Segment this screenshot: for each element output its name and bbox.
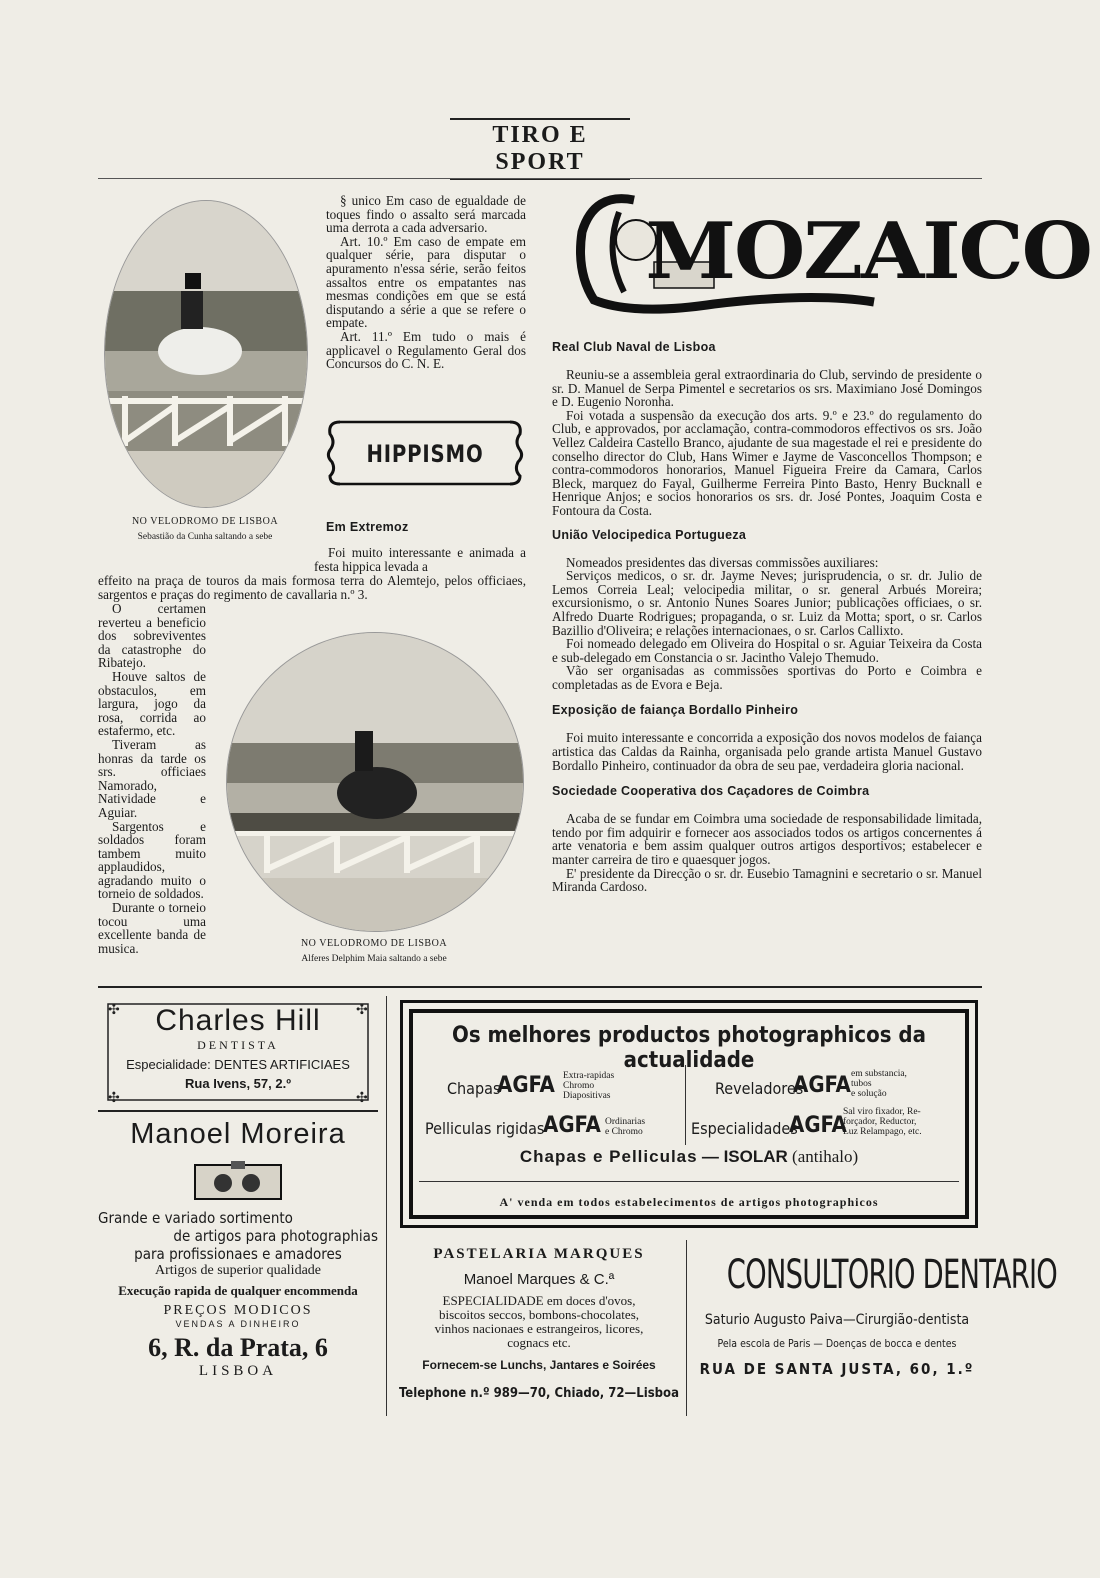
paragraph: Art. 10.º Em caso de empate em qualquer série, para disputar o apuramento n'essa série, serão feitos assaltos entre os empatantes nas mesmas condições em que se está disputando a série a que se refere o empate. — [326, 233, 526, 331]
agfa-label: Chapas — [447, 1079, 501, 1098]
pastelaria-line: cognacs etc. — [507, 1335, 571, 1350]
ad-consultorio — [692, 1252, 1058, 1378]
photo1-caption — [104, 516, 306, 542]
agfa-row2-left — [425, 1113, 681, 1149]
svg-text:✣: ✣ — [108, 1091, 120, 1104]
paragraph: Foi votada a suspensão da execução dos arts. 9.º e 23.º do regulamento do Club, e approvados, por acclamação, contra-commodoros effectivos os srs. João Vellez Caldeira Castello Branco, ajudante de sua magestade el rei e presidente do conselho director do Club, Hans Wimer e Jayme de Vasconcellos Thompson; e contra-commodoros honorarios, Manuel Figueira Freire da Camara, Carlos Bleck, marquez do Fayal, Guilherme Ferreira Pinto Basto, Henry Bucknall e Henrique Anjos; e socios honorarios os srs. dr. José Pontes, Joaquim Costa e Fontoura da Costa. — [552, 407, 982, 518]
svg-text:✣: ✣ — [356, 1091, 368, 1104]
moreira-line7: VENDAS A DINHEIRO — [175, 1319, 301, 1329]
hippismo-title-box — [326, 412, 524, 494]
agfa-isolar-line — [403, 1147, 975, 1167]
pastelaria-line: vinhos nacionaes e estrangeiros, licores, — [434, 1321, 644, 1336]
agfa-desc-line: forçador, Reductor, — [843, 1117, 917, 1127]
agfa-brand: AGFA — [793, 1073, 851, 1098]
hippismo-title: HIPPISMO — [366, 440, 484, 468]
agfa-desc — [563, 1071, 614, 1101]
moreira-address: 6, R. da Prata, 6 — [148, 1333, 328, 1362]
agfa-desc — [605, 1117, 645, 1137]
charles-hill-address: Rua Ivens, 57, 2.º — [185, 1076, 291, 1091]
section-body — [552, 556, 982, 692]
paragraph: Art. 11.º Em tudo o mais é applicavel o Regulamento Geral dos Concursos do C. N. E. — [326, 328, 526, 372]
moreira-line2: de artigos para photographias — [173, 1227, 378, 1245]
paragraph: § unico Em caso de egualdade de toques findo o assalto será marcada uma derrota a cada adversario. — [326, 193, 526, 236]
agfa-isolar-b: — ISOLAR — [701, 1147, 788, 1166]
agfa-divider — [685, 1065, 686, 1145]
photo-horse-jump-1 — [104, 200, 308, 508]
paragraph: E' presidente da Direcção o sr. dr. Eusebio Tamagnini e secretario o sr. Manuel Miranda Cardoso. — [552, 865, 982, 895]
pastelaria-service: Fornecem-se Lunchs, Jantares e Soirées — [422, 1358, 656, 1372]
section-body — [552, 368, 982, 518]
right-column — [552, 340, 982, 894]
em-extremoz-heading: Em Extremoz — [326, 520, 409, 534]
moreira-line3: para profissionaes e amadores — [134, 1245, 342, 1263]
photo1-caption-title: NO VELODROMO DE LISBOA — [131, 516, 279, 527]
section-body — [552, 812, 982, 894]
paragraph: Foi nomeado delegado em Oliveira do Hospital o sr. Aguiar Teixeira da Costa e sub-delegado em Constancia o sr. Jacintho Valejo Themudo. — [552, 636, 982, 665]
photo-horse-jump-2 — [226, 632, 524, 932]
paragraph: Nomeados presidentes das diversas commissões auxiliares: — [566, 554, 879, 570]
paragraph: Tiveram as honras da tarde os srs. officiaes Namorado, Natividade e Aguiar. — [98, 736, 206, 820]
agfa-desc-line: Extra-rapidas — [563, 1071, 615, 1081]
agfa-desc — [843, 1107, 922, 1137]
consultorio-title: CONSULTORIO DENTARIO — [726, 1252, 1058, 1298]
paragraph: Foi muito interessante e concorrida a exposição dos novos modelos de faiança artistica das Caldas da Rainha, organisada pelo grande artista Manuel Gustavo Bordallo Pinheiro, continuador da obra de seu pae, verdadeira gloria nacional. — [552, 730, 982, 773]
section-heading: Sociedade Cooperativa dos Caçadores de Coimbra — [552, 784, 870, 799]
paragraph: Acaba de se fundar em Coimbra uma sociedade de responsabilidade limitada, tendo por fim adquirir e fornecer aos associados todos os artigos concernentes á arte venatoria e bem assim qualquer outros artigos desportivos; estabelecer e manter carreira de tiro e quaesquer jogos. — [552, 811, 982, 868]
pastelaria-line: biscoitos seccos, bombons-chocolates, — [438, 1307, 639, 1322]
pastelaria-desc — [398, 1294, 680, 1350]
agfa-desc-line: e Chromo — [605, 1127, 643, 1137]
mozaico-header — [574, 192, 1091, 317]
agfa-desc-line: e solução — [851, 1089, 887, 1099]
agfa-desc-line: Diapositivas — [563, 1091, 611, 1101]
ads-vertical-divider — [386, 996, 387, 1416]
charles-hill-name: Charles Hill — [155, 1004, 321, 1037]
ad-pastelaria — [398, 1246, 680, 1401]
agfa-row1-right — [715, 1069, 965, 1109]
ads-top-rule — [98, 986, 982, 988]
em-extremoz-p1b — [98, 574, 526, 601]
ad-manoel-moreira — [98, 1118, 378, 1380]
section-heading: Exposição de faiança Bordallo Pinheiro — [552, 703, 799, 718]
em-extremoz-p1a — [314, 546, 526, 573]
em-extremoz-narrow-col — [98, 602, 206, 955]
photo2-caption — [226, 938, 522, 964]
pastelaria-line: ESPECIALIDADE em doces d'ovos, — [442, 1293, 636, 1308]
section-body — [552, 731, 982, 772]
agfa-brand: AGFA — [497, 1073, 555, 1098]
agfa-headline: Os melhores productos photographicos da actualidade — [452, 1023, 926, 1073]
charles-hill-profession: DENTISTA — [197, 1038, 279, 1052]
masthead — [450, 118, 630, 175]
moreira-line1: Grande e variado sortimento — [98, 1209, 293, 1227]
agfa-desc-line: Ordinarias — [605, 1117, 646, 1127]
consultorio-school: Pela escola de Paris — Doenças de bocca e dentes — [717, 1338, 957, 1350]
agfa-footer: A' venda em todos estabelecimentos de artigos photographicos — [499, 1195, 879, 1209]
paragraph: Houve saltos de obstaculos, em largura, jogo da rosa, corrida ao estafermo, etc. — [98, 668, 206, 739]
ad-charles-hill — [104, 1000, 372, 1104]
camera-icon — [193, 1161, 283, 1201]
top-rule — [98, 178, 982, 179]
consultorio-doctor: Saturio Augusto Paiva—Cirurgião-dentista — [704, 1312, 970, 1328]
agfa-desc — [851, 1069, 907, 1099]
pastelaria-contact: Telephone n.º 989—70, Chiado, 72—Lisboa — [399, 1386, 679, 1401]
photo2-caption-title: NO VELODROMO DE LISBOA — [300, 938, 448, 949]
agfa-isolar-a: Chapas e Pelliculas — [519, 1147, 698, 1166]
agfa-label: Reveladores — [715, 1079, 804, 1098]
section-heading: Real Club Naval de Lisboa — [552, 340, 716, 354]
agfa-brand: AGFA — [543, 1113, 601, 1138]
paragraph: Vão ser organisadas as commissões sportivas do Porto e Coimbra e completadas as de Evora e Beja. — [552, 663, 982, 692]
paragraph: Foi muito interessante e animada a festa hippica levada a — [314, 545, 526, 574]
agfa-desc-line: Luz Relampago, etc. — [843, 1127, 922, 1137]
paragraph: O certamen reverteu a beneficio dos sobreviventes da catastrophe do Ribatejo. — [98, 601, 206, 671]
agfa-label: Pelliculas rigidas — [425, 1119, 545, 1138]
paragraph: effeito na praça de touros da mais formosa terra do Alemtejo, pelos officiaes, sargentos e praças do regimento de cavallaria n.º 3. — [98, 573, 526, 602]
moreira-line4: Artigos de superior qualidade — [154, 1263, 321, 1278]
ads-vertical-divider-2 — [686, 1240, 687, 1416]
moreira-name: Manoel Moreira — [130, 1118, 346, 1150]
moreira-line6: PREÇOS MODICOS — [163, 1303, 313, 1318]
agfa-desc-line: em substancia, — [851, 1069, 907, 1079]
paragraph: Sargentos e soldados foram tambem muito applaudidos, agradando muito o torneio de soldados. — [98, 818, 206, 902]
photo2-caption-sub: Alferes Delphim Maia saltando a sebe — [301, 954, 447, 964]
agfa-row2-right — [691, 1107, 971, 1149]
pastelaria-owner: Manoel Marques & C.ª — [463, 1271, 615, 1288]
agfa-brand: AGFA — [789, 1113, 847, 1138]
agfa-footer-rule — [419, 1181, 959, 1182]
svg-text:✣: ✣ — [108, 1003, 120, 1018]
consultorio-address: RUA DE SANTA JUSTA, 60, 1.º — [699, 1360, 975, 1378]
paragraph: Durante o torneio tocou uma excellente banda de musica. — [98, 900, 206, 956]
agfa-isolar-c: (antihalo) — [792, 1147, 859, 1166]
agfa-label: Especialidades — [691, 1119, 798, 1138]
continuation-text — [326, 194, 526, 371]
charles-hill-specialty: Especialidade: DENTES ARTIFICIAES — [126, 1057, 350, 1072]
charles-hill-rule — [98, 1110, 378, 1112]
agfa-desc-line: Chromo — [563, 1081, 595, 1091]
masthead-title: TIRO E SPORT — [450, 118, 630, 180]
ad-agfa — [400, 1000, 978, 1228]
section-heading: União Velocipedica Portugueza — [552, 527, 747, 542]
svg-text:✣: ✣ — [356, 1003, 368, 1018]
paragraph: Serviços medicos, o sr. dr. Jayme Neves; jurisprudencia, o sr. dr. Julio de Lemos Correia Leal; velocipedia militar, o sr. general Arbués Moreira; excursionismo, o sr. Antonio Nunes Soares Junior; publicações officiaes, o sr. Alfredo Duarte Rodrigues; propaganda, o sr. Luiz da Motta; sport, o sr. Carlos Bazillio d'Oliveira; e relações internacionaes, o sr. Carlos Callixto. — [552, 568, 982, 638]
paragraph: Reuniu-se a assembleia geral extraordinaria do Club, servindo de presidente o sr. D. Manuel de Serpa Pimentel e secretarios os srs. Maximiano José Domingos e D. Eugenio Noronha. — [552, 367, 982, 410]
pastelaria-name: PASTELARIA MARQUES — [433, 1246, 645, 1262]
moreira-city: LISBOA — [198, 1363, 278, 1379]
agfa-desc-line: Sal viro fixador, Re- — [843, 1107, 921, 1117]
photo1-caption-sub: Sebastião da Cunha saltando a sebe — [137, 532, 273, 542]
mozaico-title: MOZAICO — [645, 206, 1091, 297]
moreira-line5: Execução rapida de qualquer encommenda — [118, 1283, 358, 1298]
agfa-desc-line: tubos — [851, 1079, 872, 1089]
agfa-row1-left — [447, 1073, 677, 1109]
